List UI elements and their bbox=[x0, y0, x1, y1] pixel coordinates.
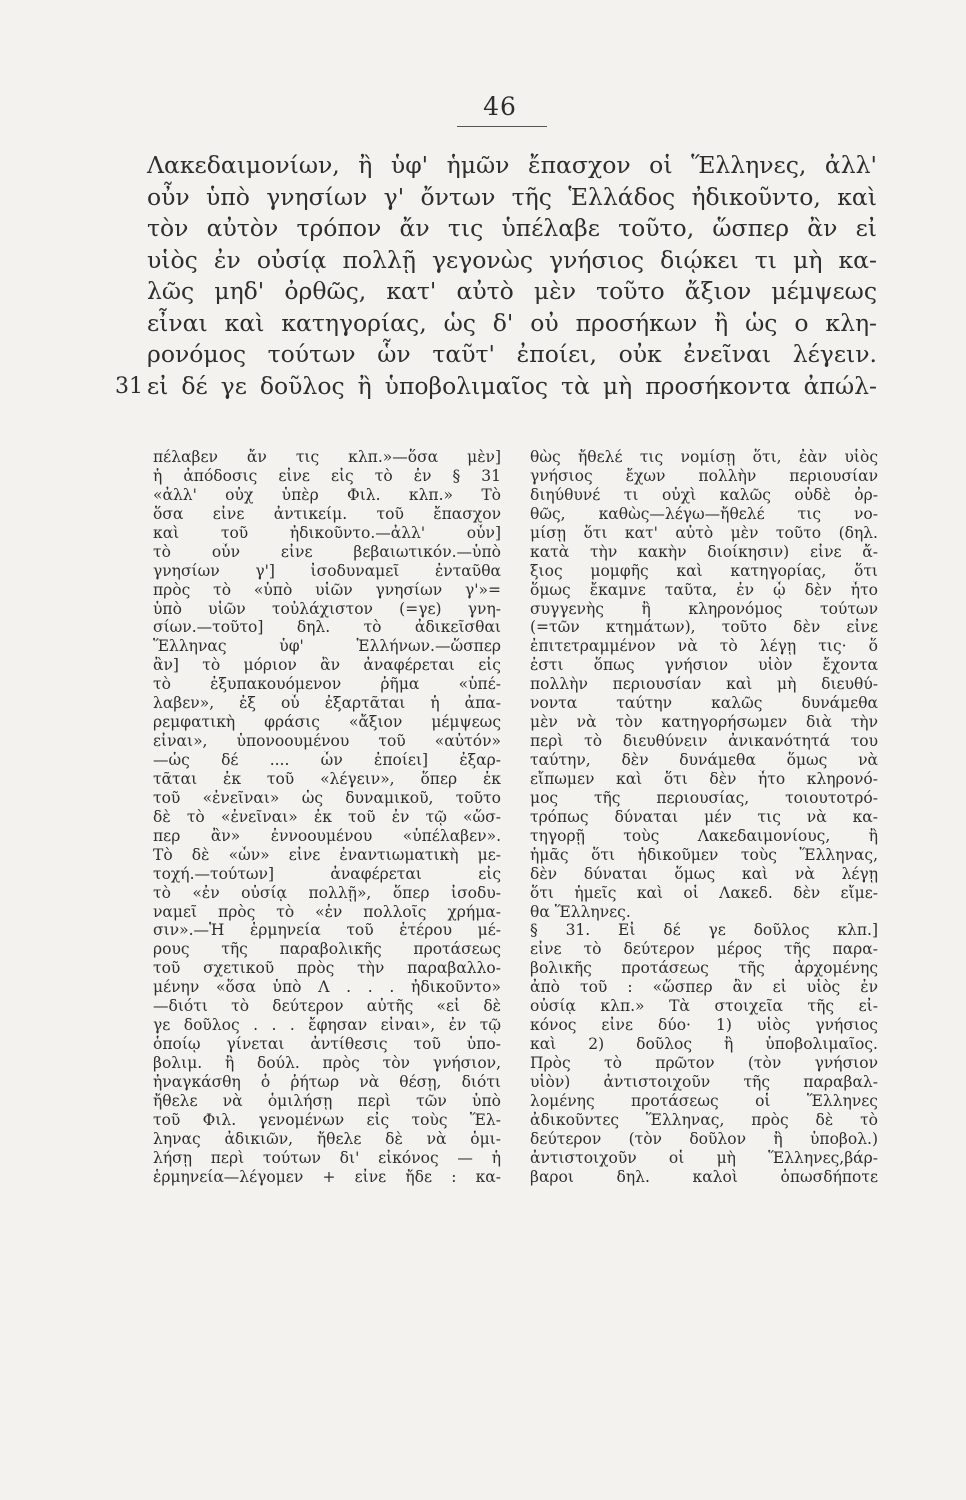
note-line: υἱὸν) ἀντιστοιχοῦν τῆς παραβαλ- bbox=[530, 1072, 878, 1091]
note-line: ξιος μομφῆς καὶ κατηγορίας, ὅτι bbox=[530, 561, 878, 580]
note-line: ὅτι ἡμεῖς καὶ οἱ Λακεδ. δὲν εἴμε- bbox=[530, 883, 878, 902]
note-line: τοῦ Φιλ. γενομένων εἰς τοὺς Ἕλ- bbox=[153, 1110, 501, 1129]
main-text-line-content: ρονόμος τούτων ὧν ταῦτ' ἐποίει, οὐκ ἐνεῖναι λέγειν. bbox=[147, 340, 877, 368]
page-number: 46 bbox=[483, 92, 517, 121]
main-text-line bbox=[115, 371, 877, 403]
note-line: μὲν νὰ τὸν κατηγορήσωμεν διὰ τὴν bbox=[530, 713, 878, 732]
main-text-line-content: εἰ δέ γε δοῦλος ἢ ὑποβολιμαῖος τὰ μὴ προσήκοντα ἀπώλ- bbox=[147, 371, 877, 400]
main-text-line bbox=[147, 276, 877, 308]
note-line: ἀπὸ τοῦ : «ὥσπερ ἂν εἰ υἱὸς ἐν bbox=[530, 978, 878, 997]
note-line: ἡ ἀπόδοσις εἶνε εἰς τὸ ἐν § 31 bbox=[153, 466, 501, 485]
note-line: βαροι δηλ. καλοὶ ὁπωσδήποτε bbox=[530, 1167, 878, 1186]
note-line: πέλαβεν ἄν τις κλπ.»—ὅσα μὲν] bbox=[153, 448, 501, 466]
main-text-line bbox=[147, 245, 877, 277]
note-line: «ἀλλ' οὐχ ὑπὲρ Φιλ. κλπ.» Τὸ bbox=[153, 485, 501, 504]
note-line: θα Ἕλληνες. bbox=[530, 902, 631, 921]
note-line: τηγορῇ τοὺς Λακεδαιμονίους, ἢ bbox=[530, 826, 878, 845]
note-line: εἴπωμεν καὶ ὅτι δὲν ἦτο κληρονό- bbox=[530, 769, 878, 788]
note-line: —ὡς δέ .... ὧν ἐποίει] ἐξαρ- bbox=[153, 751, 501, 769]
note-line: πολλὴν περιουσίαν καὶ μὴ διευθύ- bbox=[530, 675, 878, 694]
note-line: ρους τῆς παραβολικῆς προτάσεως bbox=[153, 940, 501, 959]
note-line: (=τῶν κτημάτων), τοῦτο δὲν εἶνε bbox=[530, 618, 878, 637]
note-line: δεύτερον (τὸν δοῦλον ἢ ὑποβολ.) bbox=[530, 1129, 878, 1148]
note-line: γνήσιος ἔχων πολλὴν περιουσίαν bbox=[530, 466, 878, 485]
note-line: ἑρμηνεία—λέγομεν + εἶνε ἤδε : κα- bbox=[153, 1167, 501, 1186]
page-number-underline bbox=[457, 126, 547, 127]
note-line: θῶς, καθὼς—λέγω—ἤθελέ τις νο- bbox=[530, 504, 878, 523]
note-line: εἶνε τὸ δεύτερον μέρος τῆς παρα- bbox=[530, 940, 878, 959]
main-text-line-content: Λακεδαιμονίων, ἢ ὑφ' ἡμῶν ἔπασχον οἱ Ἕλληνες, ἀλλ' bbox=[147, 151, 877, 179]
note-line: —διότι τὸ δεύτερον αὐτῆς «εἰ δὲ bbox=[153, 997, 501, 1016]
main-text-block bbox=[115, 150, 877, 402]
note-line: γνησίων γ'] ἰσοδυναμεῖ ἐνταῦθα bbox=[153, 561, 501, 580]
note-line: σίων.—τοῦτο] δηλ. τὸ ἀδικεῖσθαι bbox=[153, 618, 501, 637]
note-line: ἐπιτετραμμένον νὰ τὸ λέγῃ τις· ὅ bbox=[530, 637, 878, 656]
note-line: Πρὸς τὸ πρῶτον (τὸν γνήσιον bbox=[530, 1054, 878, 1072]
note-line: μίσῃ ὅτι κατ' αὐτὸ μὲν τοῦτο (δηλ. bbox=[530, 523, 878, 542]
note-line: ἤθελε νὰ ὁμιλήσῃ περὶ τῶν ὑπὸ bbox=[153, 1091, 501, 1110]
note-line: ἀντιστοιχοῦν οἱ μὴ Ἕλληνες,βάρ- bbox=[530, 1148, 878, 1167]
note-line: δὲ τὸ «ἐνεῖναι» ἐκ τοῦ ἐν τῷ «ὥσ- bbox=[153, 807, 501, 826]
note-line: ναμεῖ πρὸς τὸ «ἐν πολλοῖς χρήμα- bbox=[153, 902, 501, 921]
main-text-line-content: εἶναι καὶ κατηγορίας, ὡς δ' οὐ προσήκων ἢ ὡς ο κλη- bbox=[147, 308, 877, 337]
note-line: ταύτην, δὲν δυνάμεθα ὅμως νὰ bbox=[530, 751, 878, 769]
note-line: τοῦ «ἐνεῖναι» ὡς δυναμικοῦ, τοῦτο bbox=[153, 788, 501, 807]
note-line: πρὸς τὸ «ὑπὸ υἱῶν γνησίων γ'»= bbox=[153, 580, 501, 599]
main-text-line-content: οὖν ὑπὸ γνησίων γ' ὄντων τῆς Ἑλλάδος ἠδικοῦντο, καὶ bbox=[147, 182, 877, 211]
main-text-line bbox=[147, 308, 877, 340]
note-line: ὅσα εἶνε ἀντικείμ. τοῦ ἔπασχον bbox=[153, 504, 501, 523]
note-line: Τὸ δὲ «ὧν» εἶνε ἐναντιωματικὴ με- bbox=[153, 845, 501, 864]
main-text-line bbox=[147, 182, 877, 214]
note-line: λαβεν», ἐξ οὗ ἐξαρτᾶται ἡ ἀπα- bbox=[153, 694, 501, 713]
note-line: σιν».—Ἡ ἑρμηνεία τοῦ ἑτέρου μέ- bbox=[153, 921, 501, 940]
main-text-line bbox=[147, 213, 877, 245]
note-line: βολικῆς προτάσεως τῆς ἀρχομένης bbox=[530, 959, 878, 978]
note-line: οὐσίᾳ κλπ.» Τὰ στοιχεῖα τῆς εἰ- bbox=[530, 997, 878, 1016]
main-text-line-content: τὸν αὐτὸν τρόπον ἄν τις ὑπέλαβε τοῦτο, ὥσπερ ἂν εἰ bbox=[147, 214, 877, 242]
note-line: § 31. Εἰ δέ γε δοῦλος κλπ.] bbox=[530, 921, 878, 940]
note-line: περ ἂν» ἐννοουμένου «ὑπέλαβεν». bbox=[153, 826, 501, 845]
main-text-line-content: λῶς μηδ' ὀρθῶς, κατ' αὐτὸ μὲν τοῦτο ἄξιον μέμψεως bbox=[147, 277, 877, 305]
notes-left-column bbox=[153, 448, 501, 1187]
note-line: τᾶται ἐκ τοῦ «λέγειν», ὅπερ ἐκ bbox=[153, 769, 501, 788]
note-line: κατὰ τὴν κακὴν διοίκησιν) εἶνε ἄ- bbox=[530, 542, 878, 561]
note-line: νοντα ταύτην καλῶς δυνάμεθα bbox=[530, 694, 878, 713]
note-line: τοῦ σχετικοῦ πρὸς τὴν παραβαλλο- bbox=[153, 959, 501, 978]
note-line: τρόπως δύναται μέν τις νὰ κα- bbox=[530, 807, 878, 826]
note-line: ἠναγκάσθη ὁ ῥήτωρ νὰ θέσῃ, διότι bbox=[153, 1072, 501, 1091]
note-line: διηύθυνέ τι οὐχὶ καλῶς οὐδὲ ὀρ- bbox=[530, 485, 878, 504]
note-line: ρεμφατικὴ φράσις «ἄξιον μέμψεως bbox=[153, 713, 501, 732]
note-line: τὸ οὖν εἶνε βεβαιωτικόν.—ὑπὸ bbox=[153, 542, 501, 561]
note-line: λήσῃ περὶ τούτων δι' εἰκόνος — ἡ bbox=[153, 1148, 501, 1167]
section-margin-number: 31 bbox=[115, 373, 143, 399]
note-line: γε δοῦλος . . . ἔφησαν εἶναι», ἐν τῷ bbox=[153, 1016, 501, 1035]
note-line: τοχή.—τούτων] ἀναφέρεται εἰς bbox=[153, 864, 501, 883]
note-line: τὸ ἐξυπακουόμενον ῥῆμα «ὑπέ- bbox=[153, 675, 501, 694]
note-line: μος τῆς περιουσίας, τοιουτοτρό- bbox=[530, 788, 878, 807]
note-line: δὲν δύναται ὅμως καὶ νὰ λέγῃ bbox=[530, 864, 878, 883]
note-line: κόνος εἶνε δύο· 1) υἱὸς γνήσιος bbox=[530, 1016, 878, 1035]
note-line: ἀδικοῦντες Ἕλληνας, πρὸς δὲ τὸ bbox=[530, 1110, 878, 1129]
note-line: θὼς ἤθελέ τις νομίσῃ ὅτι, ἐὰν υἱὸς bbox=[530, 448, 878, 466]
notes-right-column bbox=[530, 448, 878, 1187]
note-line: καὶ τοῦ ἠδικοῦντο.—ἀλλ' οὖν] bbox=[153, 523, 501, 542]
note-line: ἂν] τὸ μόριον ἂν ἀναφέρεται εἰς bbox=[153, 656, 501, 675]
note-line: περὶ τὸ διευθύνειν ἀνικανότητά του bbox=[530, 732, 878, 751]
note-line: ὅμως ἔκαμνε ταῦτα, ἐν ᾧ δὲν ἦτο bbox=[530, 580, 878, 599]
note-line: τὸ «ἐν οὐσίᾳ πολλῇ», ὅπερ ἰσοδυ- bbox=[153, 883, 501, 902]
note-line: Ἕλληνας ὑφ' Ἑλλήνων.—ὥσπερ bbox=[153, 637, 501, 656]
note-line: λομένης προτάσεως οἱ Ἕλληνες bbox=[530, 1091, 878, 1110]
note-line: ἐστι ὅπως γνήσιον υἱὸν ἔχοντα bbox=[530, 656, 878, 675]
main-text-line bbox=[147, 339, 877, 371]
note-line: εἶναι», ὑπονοουμένου τοῦ «αὐτόν» bbox=[153, 732, 501, 751]
note-line: μένην «ὅσα ὑπὸ Λ . . . ἠδικοῦντο» bbox=[153, 978, 501, 997]
note-line: βολιμ. ἢ δούλ. πρὸς τὸν γνήσιον, bbox=[153, 1054, 501, 1072]
note-line: καὶ 2) δοῦλος ἢ ὑποβολιμαῖος. bbox=[530, 1035, 878, 1054]
note-line: ὑπὸ υἱῶν τοὐλάχιστον (=γε) γνη- bbox=[153, 599, 501, 618]
note-line: ληνας ἀδικιῶν, ἤθελε δὲ νὰ ὁμι- bbox=[153, 1129, 501, 1148]
note-line: ὁποίῳ γίνεται ἀντίθεσις τοῦ ὑπο- bbox=[153, 1035, 501, 1054]
main-text-line-content: υἱὸς ἐν οὐσίᾳ πολλῇ γεγονὼς γνήσιος διῴκει τι μὴ κα- bbox=[147, 245, 877, 274]
main-text-line bbox=[147, 150, 877, 182]
note-line: συγγενὴς ἢ κληρονόμος τούτων bbox=[530, 599, 878, 618]
note-line: ἡμᾶς ὅτι ἠδικοῦμεν τοὺς Ἕλληνας, bbox=[530, 845, 878, 864]
